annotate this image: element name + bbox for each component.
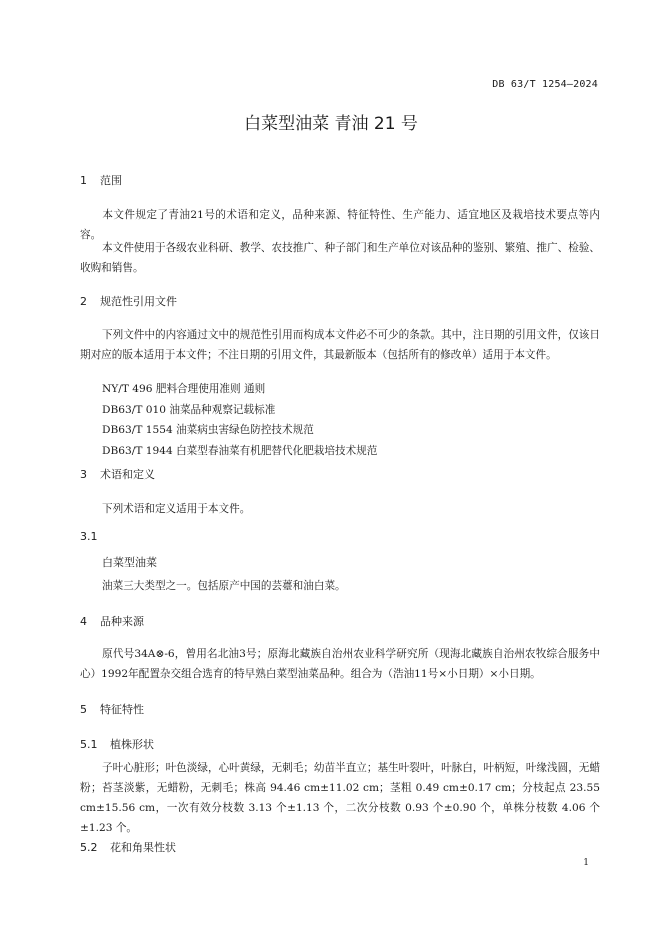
paragraph-text: 本文件使用于各级农业科研、教学、农技推广、种子部门和生产单位对该品种的鉴别、繁殖、推广、检验、收购和销售。	[80, 242, 600, 274]
section-number: 5	[80, 703, 87, 716]
section-title: 品种来源	[100, 615, 144, 628]
section-title: 术语和定义	[100, 468, 155, 481]
subsection-number: 5.2	[80, 841, 98, 854]
reference-item: DB63/T 1944 白菜型春油菜有机肥替代化肥栽培技术规范	[102, 445, 378, 457]
section-title: 特征特性	[100, 703, 144, 716]
section-number: 1	[80, 174, 87, 187]
paragraph-text: 下列文件中的内容通过文中的规范性引用而构成本文件必不可少的条款。其中，注日期的引用文件，仅该日期对应的版本适用于本文件；不注日期的引用文件，其最新版本（包括所有的修改单）适用于本文件。	[80, 329, 600, 361]
page-number: 1	[583, 858, 589, 868]
section-number: 2	[80, 295, 87, 308]
section-title: 规范性引用文件	[100, 295, 177, 308]
paragraph-text: 本文件规定了青油21号的术语和定义，品种来源、特征特性、生产能力、适宜地区及栽培技术要点等内容。	[80, 209, 600, 241]
reference-item: DB63/T 010 油菜品种观察记载标准	[102, 404, 276, 416]
section-4-paragraph	[80, 644, 600, 684]
section-number: 4	[80, 615, 87, 628]
subsection-number: 5.1	[80, 738, 98, 751]
subsection-title: 植株形状	[110, 738, 154, 751]
reference-item: NY/T 496 肥料合理使用准则 通则	[102, 383, 266, 395]
section-2-heading	[80, 293, 177, 309]
section-1-paragraph-2	[80, 238, 600, 278]
document-title: 白菜型油菜 青油 21 号	[244, 114, 418, 134]
section-3-heading	[80, 466, 155, 482]
section-3-paragraph: 下列术语和定义适用于本文件。	[102, 503, 251, 515]
section-5-heading	[80, 701, 144, 717]
reference-item: DB63/T 1554 油菜病虫害绿色防控技术规范	[102, 424, 314, 436]
paragraph-text: 子叶心脏形；叶色淡绿，心叶黄绿，无刺毛；幼苗半直立；基生叶裂叶，叶脉白，叶柄短，叶缘浅圆，无蜡粉；苔茎淡紫，无蜡粉，无刺毛；株高 94.46 cm±11.02 cm；茎粗 0.49 cm±0.17 cm；分枝起点 23.55 cm±15.56 cm，一次有效分枝数 3.13 个±1.13 个，二次分枝数 0.93 个±0.90 个，单株分枝数 4.06 个±1.23 个。	[80, 762, 600, 834]
section-number: 3	[80, 468, 87, 481]
section-4-heading	[80, 613, 144, 629]
term-definition: 油菜三大类型之一。包括原产中国的芸薹和油白菜。	[102, 580, 346, 592]
section-title: 范围	[100, 174, 122, 187]
section-1-heading	[80, 172, 122, 188]
subsection-3-1-number: 3.1	[80, 530, 98, 543]
paragraph-text: 原代号34A⊗-6，曾用名北油3号；原海北藏族自治州农业科学研究所（现海北藏族自治州农牧综合服务中心）1992年配置杂交组合选育的特早熟白菜型油菜品种。组合为（浩油11号×小日期）×小日期。	[80, 648, 600, 680]
subsection-5-1-paragraph	[80, 758, 600, 838]
subsection-title: 花和角果性状	[110, 841, 176, 854]
subsection-5-2-heading	[80, 839, 176, 855]
subsection-5-1-heading	[80, 736, 154, 752]
standard-code: DB 63/T 1254—2024	[492, 79, 598, 90]
term-name: 白菜型油菜	[102, 556, 157, 569]
section-2-paragraph	[80, 325, 600, 365]
